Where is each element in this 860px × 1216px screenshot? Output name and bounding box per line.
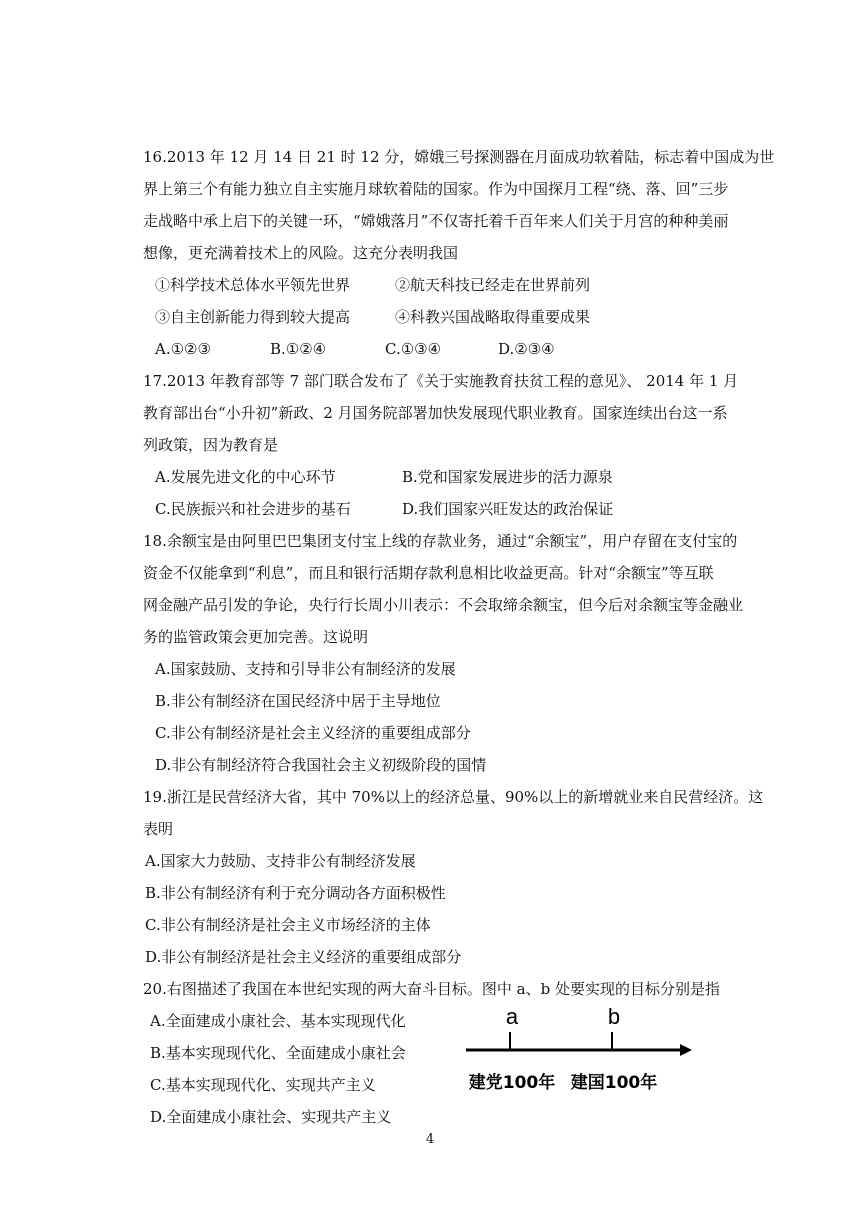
q18-line-1: 18.余额宝是由阿里巴巴集团支付宝上线的存款业务，通过“余额宝”，用户存留在支付宝的	[143, 532, 738, 550]
q17-option-d: D.我们国家兴旺发达的政治保证	[402, 500, 614, 518]
q17-option-c: C.民族振兴和社会进步的基石	[155, 500, 351, 518]
q16-line-4: 想像，更充满着技术上的风险。这充分表明我国	[143, 244, 459, 262]
q17-option-b: B.党和国家发展进步的活力源泉	[402, 468, 613, 486]
q18-line-2: 资金不仅能拿到“利息”，而且和银行活期存款利息相比收益更高。针对“余额宝”等互联	[143, 564, 714, 582]
q17-option-a: A.发展先进文化的中心环节	[155, 468, 336, 486]
q16-statement-4: ④科教兴国战略取得重要成果	[395, 308, 591, 326]
q16-line-3: 走战略中承上启下的关键一环，“嫦娥落月”不仅寄托着千百年来人们关于月宫的种种美丽	[143, 212, 729, 230]
q16-option-a: A.①②③	[155, 340, 211, 358]
q18-line-4: 务的监管政策会更加完善。这说明	[143, 628, 369, 646]
q16-option-c: C.①③④	[385, 340, 442, 358]
q20-option-a: A.全面建成小康社会、基本实现现代化	[150, 1012, 406, 1030]
q19-line-2: 表明	[143, 820, 174, 838]
q17-line-1: 17.2013 年教育部等 7 部门联合发布了《关于实施教育扶贫工程的意见》、 2014 年 1 月	[143, 372, 739, 390]
label-b: b	[607, 1004, 621, 1029]
q16-statement-3: ③自主创新能力得到较大提高	[155, 308, 351, 326]
q18-option-a: A.国家鼓励、支持和引导非公有制经济的发展	[155, 660, 456, 678]
arrow-right-icon	[680, 1044, 692, 1056]
q16-line-1: 16.2013 年 12 月 14 日 21 时 12 分，嫦娥三号探测器在月面成功软着陆，标志着中国成为世	[143, 148, 775, 166]
caption-a: 建党100年	[468, 1073, 556, 1093]
q19-option-c: C.非公有制经济是社会主义市场经济的主体	[145, 916, 431, 934]
q16-statement-2: ②航天科技已经走在世界前列	[395, 276, 591, 294]
q20-line-1: 20.右图描述了我国在本世纪实现的两大奋斗目标。图中 a、b 处要实现的目标分别是指	[143, 980, 720, 998]
q18-option-d: D.非公有制经济符合我国社会主义初级阶段的国情	[155, 756, 487, 774]
page-number: 4	[425, 1132, 435, 1147]
label-a: a	[505, 1004, 519, 1029]
q18-line-3: 网金融产品引发的争论，央行行长周小川表示：不会取缔余额宝，但今后对余额宝等金融业	[143, 596, 744, 614]
q19-line-1: 19.浙江是民营经济大省，其中 70%以上的经济总量、90%以上的新增就业来自民营经济。这	[143, 788, 764, 806]
caption-b: 建国100年	[570, 1073, 658, 1093]
q20-option-d: D.全面建成小康社会、实现共产主义	[150, 1108, 392, 1126]
q16-statement-1: ①科学技术总体水平领先世界	[155, 276, 351, 294]
q19-option-a: A.国家大力鼓励、支持非公有制经济发展	[145, 852, 416, 870]
q19-option-d: D.非公有制经济是社会主义经济的重要组成部分	[145, 948, 462, 966]
q17-line-3: 列政策，因为教育是	[143, 436, 279, 454]
q20-option-b: B.基本实现现代化、全面建成小康社会	[150, 1044, 406, 1062]
q16-line-2: 界上第三个有能力独立自主实施月球软着陆的国家。作为中国探月工程“绕、落、回”三步	[143, 180, 729, 198]
q16-option-d: D.②③④	[498, 340, 555, 358]
q19-option-b: B.非公有制经济有利于充分调动各方面积极性	[145, 884, 446, 902]
timeline-diagram	[462, 1004, 698, 1110]
q18-option-b: B.非公有制经济在国民经济中居于主导地位	[155, 692, 441, 710]
q17-line-2: 教育部出台“小升初”新政、2 月国务院部署加快发展现代职业教育。国家连续出台这一系	[143, 404, 728, 422]
q16-option-b: B.①②④	[270, 340, 327, 358]
q20-option-c: C.基本实现现代化、实现共产主义	[150, 1076, 376, 1094]
q18-option-c: C.非公有制经济是社会主义经济的重要组成部分	[155, 724, 471, 742]
